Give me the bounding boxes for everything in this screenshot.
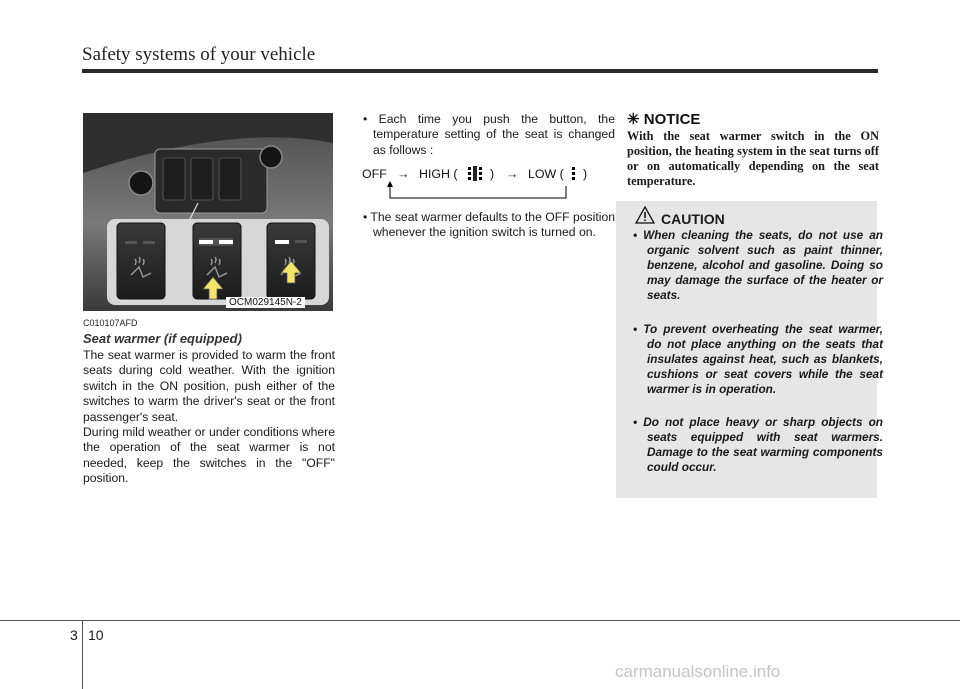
- figure-label: OCM029145N-2: [226, 297, 305, 308]
- footer-divider: [82, 621, 83, 689]
- caution-item-2: • To prevent overheating the seat warmer, do not place anything on the seats that insulates against heat, such as blankets, cushions or seat covers while the seat warmer is in operation.: [633, 322, 883, 397]
- caution-item-3: • Do not place heavy or sharp objects on seats equipped with seat warmers. Damage to the seat warming components could occur.: [633, 415, 883, 475]
- low-heat-icon: [567, 165, 581, 182]
- temperature-sequence: [362, 167, 612, 207]
- seq-arrow-1: →: [397, 167, 410, 181]
- paragraph-1: The seat warmer is provided to warm the front seats during cold weather. With the ignition switch in the ON position, push either of the switches to warm the driver's seat or the front passenger's seat.: [83, 348, 335, 424]
- page-number: 10: [88, 627, 104, 643]
- bullet-item-2: • The seat warmer defaults to the OFF position whenever the ignition switch is turned on.: [363, 210, 615, 240]
- notice-body: With the seat warmer switch in the ON position, the heating system in the seat turns off or on automatically depending on the seat temperature.: [627, 129, 879, 188]
- section-number: 3: [70, 627, 78, 643]
- header-rule: [82, 69, 878, 73]
- notice-title: ✳ NOTICE: [627, 111, 701, 128]
- section-subheading: Seat warmer (if equipped): [83, 331, 242, 346]
- caution-item-1: • When cleaning the seats, do not use an organic solvent such as paint thinner, benzene, alcohol and gasoline. Doing so may damage the surface of the heater or seats.: [633, 228, 883, 303]
- section-code: C010107AFD: [83, 318, 138, 328]
- warning-triangle-icon: [635, 206, 655, 224]
- seat-warmer-photo: [83, 113, 333, 311]
- seq-high-close: ): [490, 167, 495, 181]
- watermark: carmanualsonline.info: [615, 662, 781, 681]
- paragraph-2: During mild weather or under conditions where the operation of the seat warmer is not needed, keep the switches in the "OFF" position.: [83, 425, 336, 486]
- seq-high: HIGH (: [419, 167, 458, 181]
- caution-title: CAUTION: [661, 211, 725, 227]
- bullet-item-1: • Each time you push the button, the temperature setting of the seat is changed as follows :: [363, 112, 615, 157]
- page-header-title: Safety systems of your vehicle: [82, 44, 316, 65]
- seq-arrow-2: →: [506, 167, 519, 181]
- return-arrow-icon: [386, 180, 568, 202]
- seq-low-close: ): [583, 167, 588, 181]
- footer-rule: [0, 620, 960, 621]
- seq-low: LOW (: [528, 167, 564, 181]
- seq-off: OFF: [362, 167, 387, 181]
